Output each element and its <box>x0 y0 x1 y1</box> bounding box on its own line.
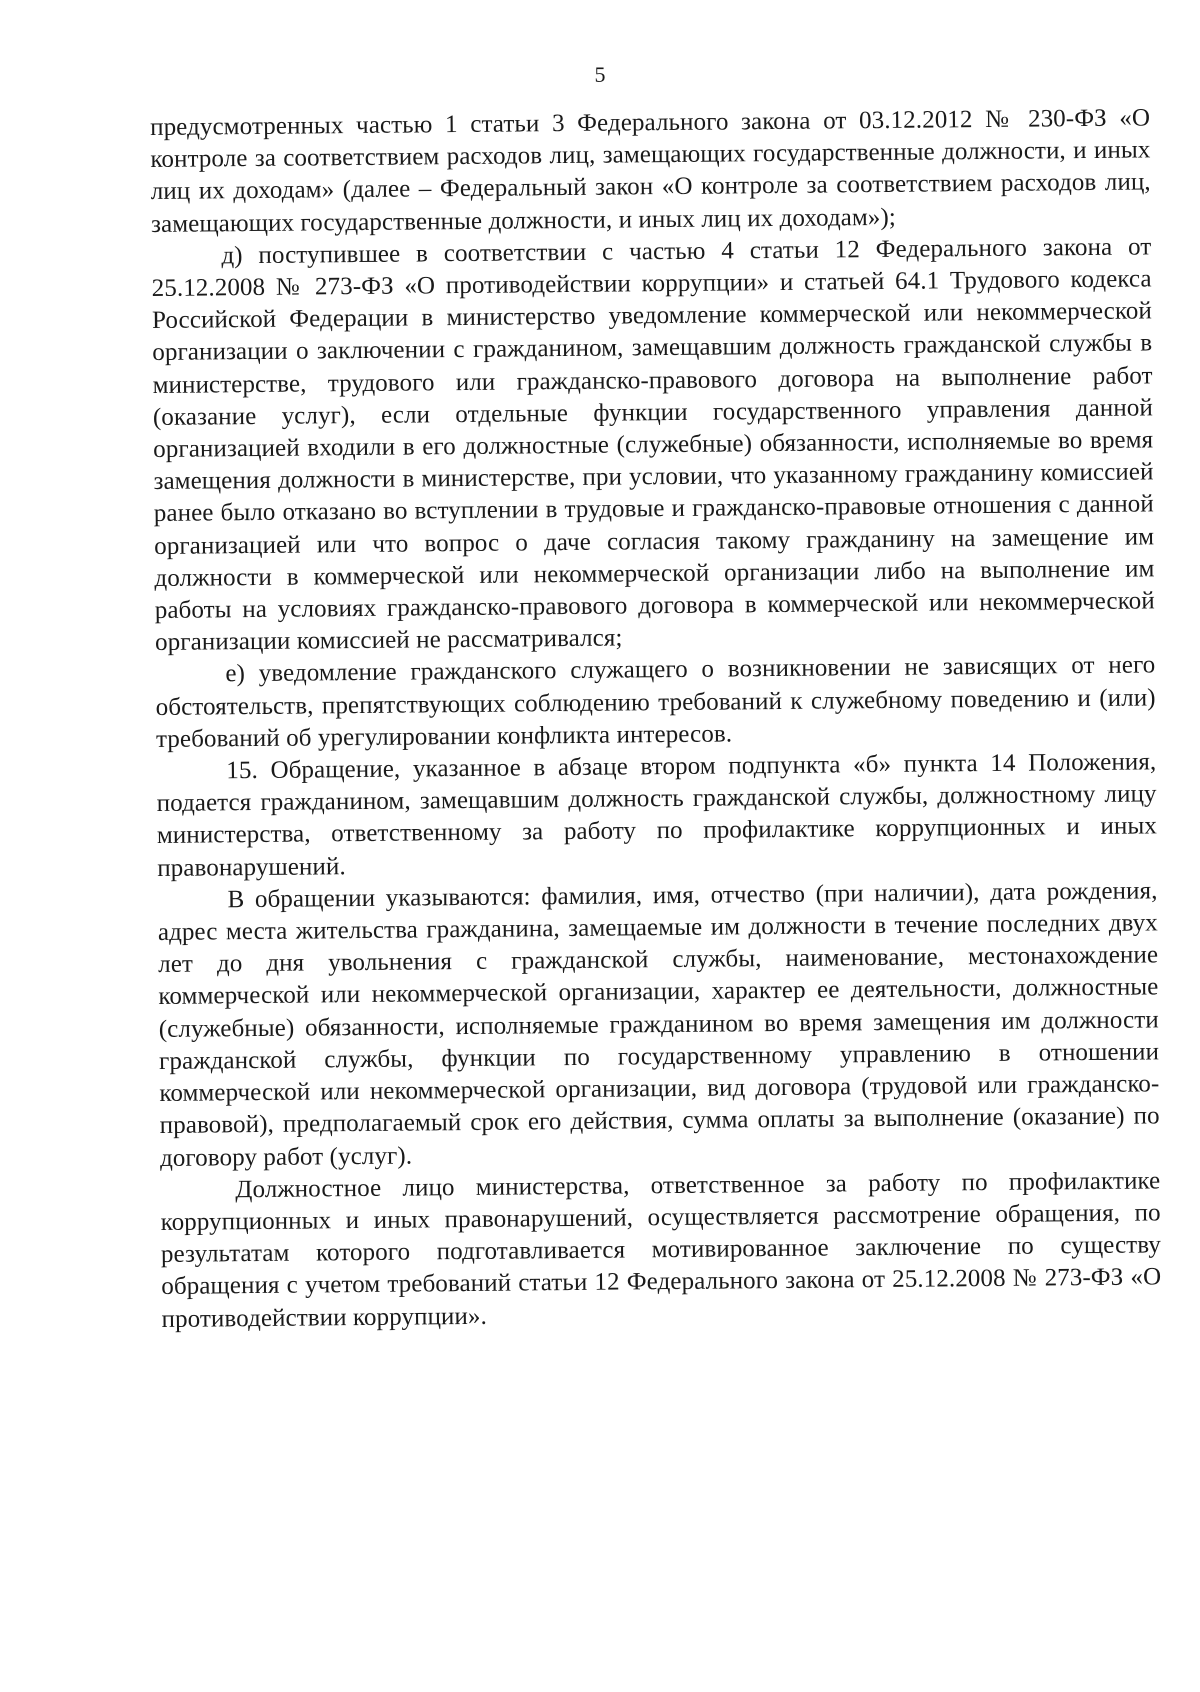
paragraph-continuation: предусмотренных частью 1 статьи 3 Федерального закона от 03.12.2012 № 230-ФЗ «О контроле за соответствием расходов лиц, замещающих государственные должности, и иных лиц их доходам» (далее – Федеральный закон «О контроле за соответствием расходов лиц, замещающих государственные должности, и иных лиц их доходам»); <box>150 104 1151 238</box>
paragraph-clause-15-contents: В обращении указываются: фамилия, имя, отчество (при наличии), дата рождения, адрес места жительства гражданина, замещаемые им должности в течение последних двух лет до дня увольнения с гражданской службы, наименование, местонахождение коммерческой или некоммерческой организации, характер ее деятельности, должностные (служебные) обязанности, исполняемые гражданином во время замещения им должности гражданской службы, функции по государственному управлению в отношении коммерческой или некоммерческой организации, вид договора (трудовой или гражданско-правовой), предполагаемый срок его действия, сумма оплаты за выполнение (оказание) по договору работ (услуг). <box>157 877 1160 1172</box>
paragraph-clause-15: 15. Обращение, указанное в абзаце втором подпункта «б» пункта 14 Положения, подается гражданином, замещавшим должность гражданской службы, должностному лицу министерства, ответственному за работу по профилактике коррупционных и иных правонарушений. <box>156 748 1158 882</box>
paragraph-clause-15-review: Должностное лицо министерства, ответственное за работу по профилактике коррупционных и иных правонарушений, осуществляется рассмотрение обращения, по результатам которого подготавливается мотивированное заключение по существу обращения с учетом требований статьи 12 Федерального закона от 25.12.2008 № 273-ФЗ «О противодействии коррупции». <box>160 1167 1162 1333</box>
paragraph-item-d: д) поступившее в соответствии с частью 4 статьи 12 Федерального закона от 25.12.2008 № 273-ФЗ «О противодействии коррупции» и статьей 64.1 Трудового кодекса Российской Федерации в министерство уведомление коммерческой или некоммерческой организации о заключении с гражданином, замещавшим должность гражданской службы в министерстве, трудового или гражданско-правового договора на выполнение работ (оказание услуг), если отдельные функции государственного управления данной организацией входили в его должностные (служебные) обязанности, исполняемые во время замещения должности в министерстве, при условии, что указанному гражданину комиссией ранее было отказано во вступлении в трудовые и гражданско-правовые отношения с данной организацией или что вопрос о даче согласия такому гражданину на замещение им должности в коммерческой или некоммерческой организации либо на выполнение им работы на условиях гражданско-правового договора в коммерческой или некоммерческой организации комиссией не рассматривался; <box>151 233 1155 657</box>
paragraph-item-e: е) уведомление гражданского служащего о возникновении не зависящих от него обстоятельств, препятствующих соблюдению требований к служебному поведению и (или) требований об урегулировании конфликта интересов. <box>155 651 1156 753</box>
page-number: 5 <box>594 62 606 87</box>
document-body <box>150 102 1162 1335</box>
